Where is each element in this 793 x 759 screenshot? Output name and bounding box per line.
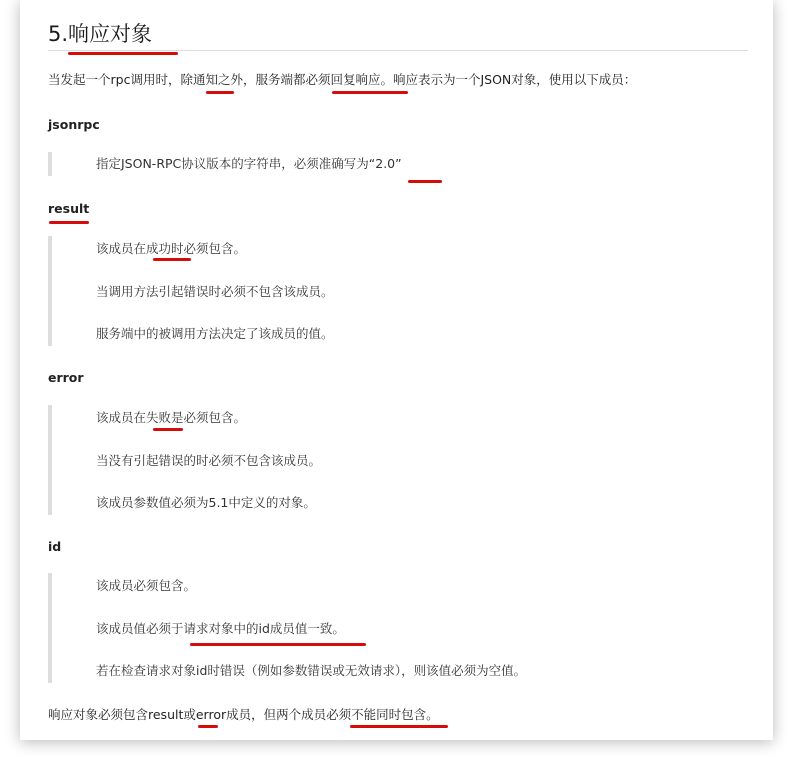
- annotation-underline: [153, 258, 191, 261]
- member-desc-error: [48, 405, 752, 515]
- annotation-underline: [206, 91, 234, 94]
- annotation-underline: [68, 52, 178, 55]
- footer-paragraph: 响应对象必须包含result或error成员，但两个成员必须不能同时包含。: [48, 707, 439, 722]
- annotation-underline: [332, 91, 408, 94]
- member-term-id: id: [48, 539, 62, 554]
- member-desc-line: 该成员在失败是必须包含。: [96, 410, 247, 425]
- member-term-jsonrpc: jsonrpc: [48, 117, 100, 132]
- member-desc-line: 当调用方法引起错误时必须不包含该成员。: [96, 284, 334, 299]
- section-title: 5.响应对象: [48, 22, 153, 46]
- member-desc-line: 该成员值必须于请求对象中的id成员值一致。: [96, 621, 345, 636]
- member-desc-line: 该成员参数值必须为5.1中定义的对象。: [96, 495, 316, 510]
- member-term-error: error: [48, 370, 84, 385]
- member-desc-jsonrpc: [48, 152, 752, 176]
- member-desc-line: 若在检查请求对象id时错误（例如参数错误或无效请求），则该值必须为空值。: [96, 663, 527, 678]
- member-desc-line: 该成员必须包含。: [96, 578, 197, 593]
- member-term-result: result: [48, 201, 90, 216]
- annotation-underline: [198, 725, 218, 728]
- member-desc-line: 服务端中的被调用方法决定了该成员的值。: [96, 326, 334, 341]
- heading-divider: [48, 50, 748, 51]
- member-desc-result: [48, 236, 752, 346]
- annotation-underline: [190, 643, 366, 646]
- annotation-underline: [153, 428, 183, 431]
- member-desc-line: 指定JSON-RPC协议版本的字符串，必须准确写为“2.0”: [96, 156, 402, 171]
- annotation-underline: [49, 221, 89, 224]
- member-desc-line: 当没有引起错误的时必须不包含该成员。: [96, 453, 322, 468]
- intro-paragraph: 当发起一个rpc调用时，除通知之外，服务端都必须回复响应。响应表示为一个JSON对象，使用以下成员：: [48, 72, 637, 87]
- member-desc-line: 该成员在成功时必须包含。: [96, 241, 247, 256]
- annotation-underline: [350, 725, 448, 728]
- document-page: [20, 0, 773, 740]
- annotation-underline: [408, 180, 442, 183]
- member-desc-id: [48, 573, 752, 683]
